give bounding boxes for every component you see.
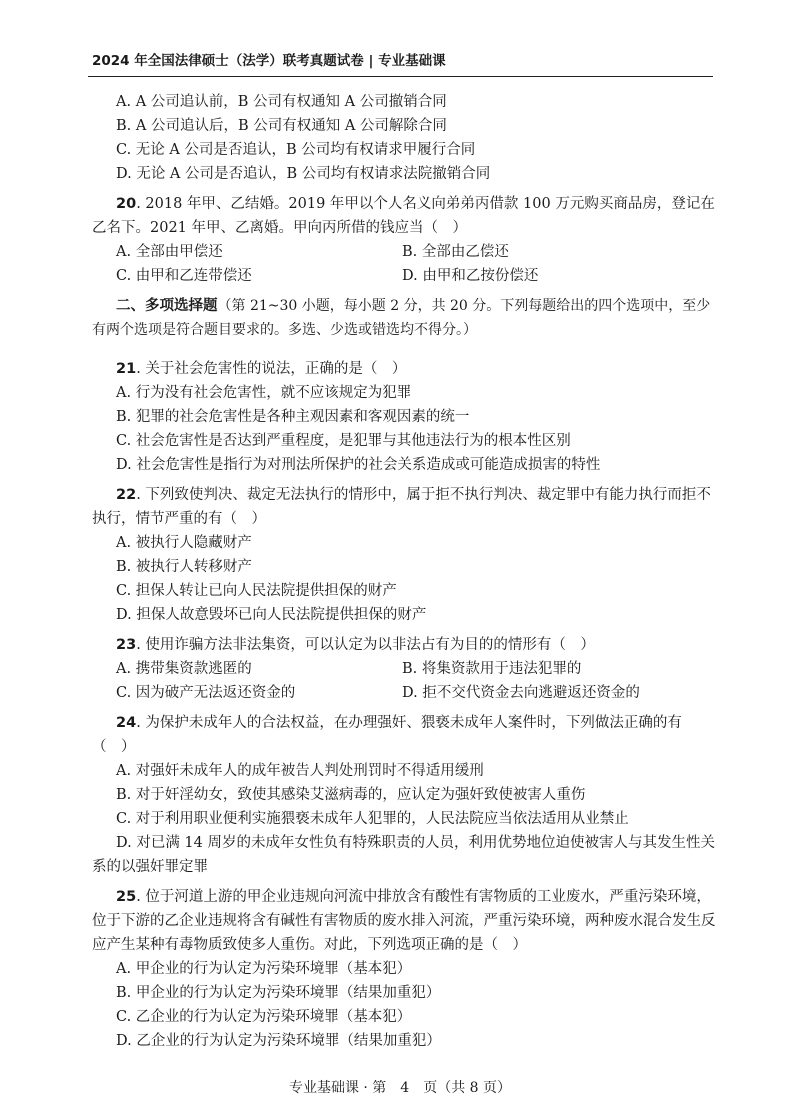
question-number: 20 xyxy=(116,196,137,212)
option-row xyxy=(116,240,717,264)
question-text: . 2018 年甲、乙结婚。2019 年甲以个人名义向弟弟丙借款 100 万元购买商品房，登记在乙名下。2021 年甲、乙离婚。甲向丙所借的钱应当（ ） xyxy=(92,196,715,236)
option-c: C. 对于利用职业便利实施猥亵未成年人犯罪的，人民法院应当依法适用从业禁止 xyxy=(116,810,629,827)
question-stem xyxy=(92,483,717,531)
option-b: B. 将集资款用于违法犯罪的 xyxy=(402,660,582,677)
question-text: . 位于河道上游的甲企业违规向河流中排放含有酸性有害物质的工业废水，严重污染环境，位于下游的乙企业违规将含有碱性有害物质的废水排入河流，严重污染环境，两种废水混合发生反应产生某种有毒物质致使多人重伤。对此，下列选项正确的是（ ） xyxy=(92,888,716,953)
question-stem xyxy=(92,885,717,957)
option-d: D. 社会危害性是指行为对刑法所保护的社会关系造成或可能造成损害的特性 xyxy=(116,456,601,473)
option-b: B. 对于奸淫幼女，致使其感染艾滋病毒的，应认定为强奸致使被害人重伤 xyxy=(116,786,586,803)
question-stem xyxy=(92,633,717,657)
option-b: B. 犯罪的社会危害性是各种主观因素和客观因素的统一 xyxy=(116,408,470,425)
question-text: . 关于社会危害性的说法，正确的是（ ） xyxy=(136,360,407,377)
option-c: C. 因为破产无法返还资金的 xyxy=(116,684,296,701)
option-a: A. 携带集资款逃匿的 xyxy=(116,660,252,677)
question-stem xyxy=(92,711,717,759)
question-24 xyxy=(92,711,717,879)
option-row xyxy=(116,657,717,681)
header-rule xyxy=(88,76,713,77)
option-c: C. 社会危害性是否达到严重程度，是犯罪与其他违法行为的根本性区别 xyxy=(116,432,571,449)
option-a: A. 全部由甲偿还 xyxy=(116,244,223,260)
question-stem xyxy=(92,357,717,381)
option-c: C. 乙企业的行为认定为污染环境罪（基本犯） xyxy=(116,1008,412,1025)
option-b: B. 被执行人转移财产 xyxy=(116,558,252,575)
question-20 xyxy=(92,192,717,288)
question-stem xyxy=(92,192,717,240)
question-25 xyxy=(92,885,717,1053)
option-a: A. 甲企业的行为认定为污染环境罪（基本犯） xyxy=(116,960,412,977)
section-title: 二、多项选择题 xyxy=(116,298,218,314)
question-23 xyxy=(92,633,717,705)
option-c: C. 担保人转让已向人民法院提供担保的财产 xyxy=(116,582,397,599)
option-a: A. A 公司追认前，B 公司有权通知 A 公司撤销合同 xyxy=(116,94,447,110)
exam-content xyxy=(92,90,717,1053)
option-a: A. 被执行人隐藏财产 xyxy=(116,534,252,551)
option-b: B. 全部由乙偿还 xyxy=(402,244,509,260)
question-number: 24 xyxy=(116,714,137,731)
question-19-options xyxy=(92,90,717,186)
option-row xyxy=(116,681,717,705)
question-number: 22 xyxy=(116,486,137,503)
question-21 xyxy=(92,357,717,477)
page-footer: 专业基础课 · 第 4 页（共 8 页） xyxy=(288,1080,512,1096)
section-description: （第 21~30 小题，每小题 2 分，共 20 分。下列每题给出的四个选项中，至少有两个选项是符合题目要求的。多选、少选或错选均不得分。） xyxy=(92,298,711,338)
option-a: A. 行为没有社会危害性，就不应该规定为犯罪 xyxy=(116,384,412,401)
question-number: 23 xyxy=(116,636,137,653)
option-c: C. 由甲和乙连带偿还 xyxy=(116,268,252,284)
option-b: B. A 公司追认后，B 公司有权通知 A 公司解除合同 xyxy=(116,118,447,134)
option-c: C. 无论 A 公司是否追认，B 公司均有权请求甲履行合同 xyxy=(116,142,476,158)
section-heading xyxy=(92,294,717,342)
question-number: 25 xyxy=(116,888,137,905)
option-d: D. 由甲和乙按份偿还 xyxy=(402,268,539,284)
option-row xyxy=(116,264,717,288)
question-text: . 使用诈骗方法非法集资，可以认定为以非法占有为目的的情形有（ ） xyxy=(136,636,595,653)
option-a: A. 对强奸未成年人的成年被告人判处刑罚时不得适用缓刑 xyxy=(116,762,484,779)
option-d: D. 乙企业的行为认定为污染环境罪（结果加重犯） xyxy=(116,1032,441,1049)
option-d: D. 拒不交代资金去向逃避返还资金的 xyxy=(402,684,640,701)
question-number: 21 xyxy=(116,360,137,377)
option-d: D. 对已满 14 周岁的未成年女性负有特殊职责的人员，利用优势地位迫使被害人与其发生性关系的以强奸罪定罪 xyxy=(92,834,715,875)
question-text: . 为保护未成年人的合法权益，在办理强奸、猥亵未成年人案件时，下列做法正确的有（ ） xyxy=(92,714,682,755)
option-d: D. 担保人故意毁坏已向人民法院提供担保的财产 xyxy=(116,606,427,623)
question-22 xyxy=(92,483,717,627)
option-b: B. 甲企业的行为认定为污染环境罪（结果加重犯） xyxy=(116,984,441,1001)
question-text: . 下列致使判决、裁定无法执行的情形中，属于拒不执行判决、裁定罪中有能力执行而拒不执行，情节严重的有（ ） xyxy=(92,486,711,527)
option-d: D. 无论 A 公司是否追认，B 公司均有权请求法院撤销合同 xyxy=(116,166,491,182)
page-header: 2024 年全国法律硕士（法学）联考真题试卷 | 专业基础课 xyxy=(92,53,446,69)
